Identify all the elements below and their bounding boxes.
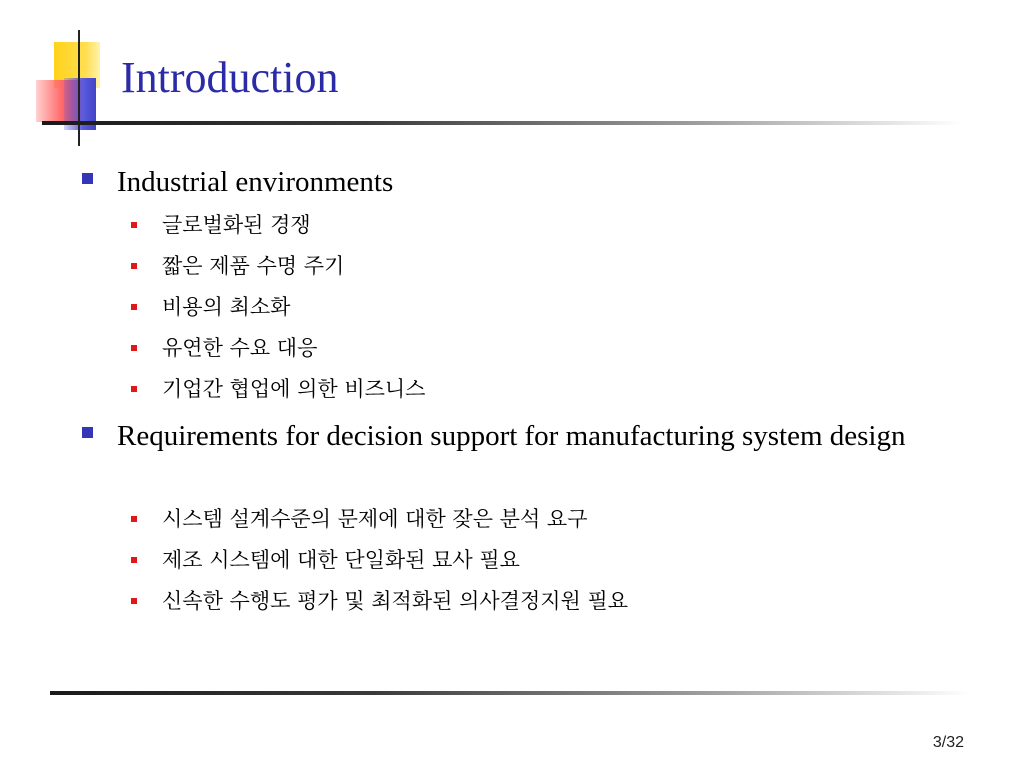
sub-bullet-square-icon bbox=[131, 222, 137, 228]
sub-bullet-text: 제조 시스템에 대한 단일화된 묘사 필요 bbox=[162, 548, 520, 572]
bullet-square-icon bbox=[82, 427, 93, 438]
sub-bullet-square-icon bbox=[131, 557, 137, 563]
sub-bullet-item bbox=[131, 375, 425, 403]
sub-bullet-square-icon bbox=[131, 304, 137, 310]
sub-bullet-item bbox=[131, 587, 628, 615]
sub-bullet-item bbox=[131, 293, 290, 321]
sub-bullet-item bbox=[131, 211, 311, 239]
sub-bullet-text: 비용의 최소화 bbox=[162, 295, 291, 319]
sub-bullet-square-icon bbox=[131, 598, 137, 604]
sub-bullet-square-icon bbox=[131, 345, 137, 351]
sub-bullet-text: 시스템 설계수준의 문제에 대한 잦은 분석 요구 bbox=[162, 507, 588, 531]
sub-bullet-square-icon bbox=[131, 516, 137, 522]
sub-bullet-text: 유연한 수요 대응 bbox=[162, 336, 318, 360]
logo-vertical-line bbox=[78, 30, 80, 146]
sub-bullet-item bbox=[131, 505, 587, 533]
bullet-item bbox=[82, 162, 393, 202]
footer-divider bbox=[50, 691, 970, 695]
sub-bullet-square-icon bbox=[131, 263, 137, 269]
slide-title: Introduction bbox=[121, 53, 339, 102]
sub-bullet-item bbox=[131, 334, 317, 362]
sub-bullet-text: 신속한 수행도 평가 및 최적화된 의사결정지원 필요 bbox=[162, 589, 629, 613]
sub-bullet-text: 기업간 협업에 의한 비즈니스 bbox=[162, 377, 426, 401]
sub-bullet-item bbox=[131, 252, 344, 280]
title-divider bbox=[42, 121, 962, 125]
page-number: 3/32 bbox=[932, 734, 964, 751]
sub-bullet-text: 짧은 제품 수명 주기 bbox=[162, 254, 345, 278]
sub-bullet-item bbox=[131, 546, 520, 574]
bullet-text: Industrial environments bbox=[117, 166, 394, 198]
sub-bullet-text: 글로벌화된 경쟁 bbox=[162, 213, 311, 237]
bullet-text: Requirements for decision support for manufacturing system design bbox=[117, 420, 906, 452]
bullet-square-icon bbox=[82, 173, 93, 184]
bullet-item bbox=[82, 416, 962, 456]
sub-bullet-square-icon bbox=[131, 386, 137, 392]
